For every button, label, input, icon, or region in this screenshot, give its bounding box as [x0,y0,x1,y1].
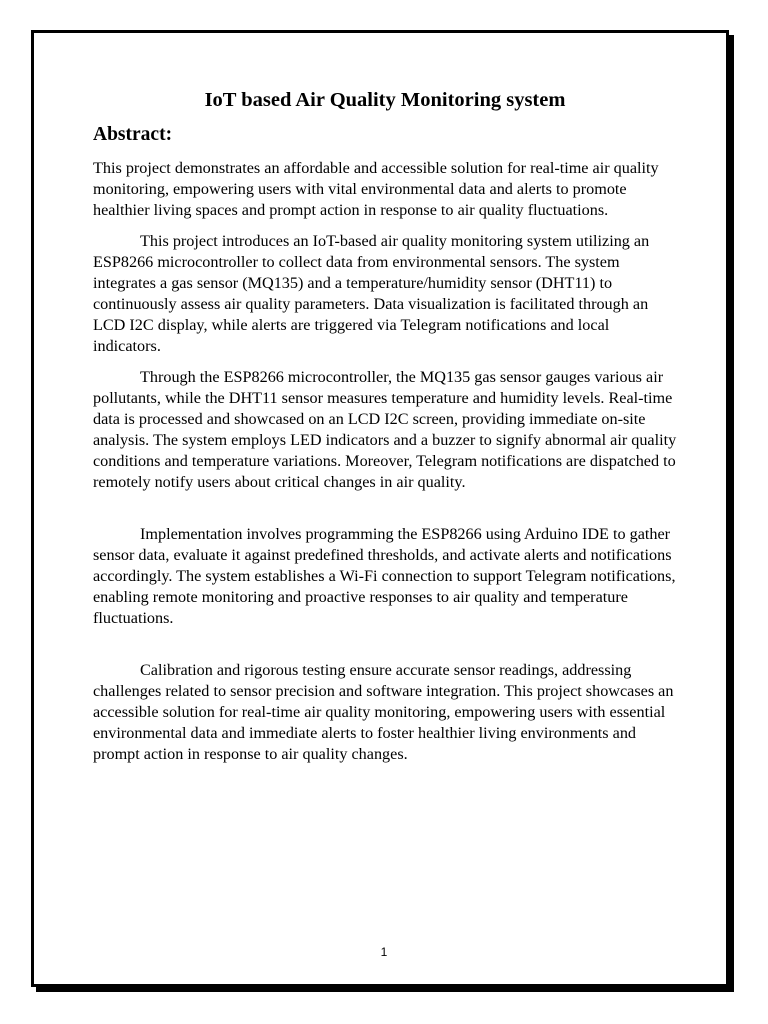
abstract-paragraph-4: Implementation involves programming the ESP8266 using Arduino IDE to gather sensor data, evaluate it against predefined thresholds, and activate alerts and notifications accordingly. The system establishes a Wi-Fi connection to support Telegram notifications, enabling remote monitoring and proactive responses to air quality and temperature fluctuations. [93,525,676,627]
page-content [93,86,677,765]
paragraph-spacer [93,357,677,367]
section-heading-abstract: Abstract: [93,124,173,145]
abstract-paragraph-3: Through the ESP8266 microcontroller, the MQ135 gas sensor gauges various air pollutants, while the DHT11 sensor measures temperature and humidity levels. Real-time data is processed and showcased on an LCD I2C screen, providing immediate on-site analysis. The system employs LED indicators and a buzzer to signify abnormal air quality conditions and temperature variations. Moreover, Telegram notifications are dispatched to remotely notify users about critical changes in air quality. [93,368,677,491]
abstract-paragraph-5: Calibration and rigorous testing ensure accurate sensor readings, addressing challenges related to sensor precision and software integration. This project showcases an accessible solution for real-time air quality monitoring, empowering users with essential environmental data and immediate alerts to foster healthier living environments and prompt action in response to air quality changes. [93,661,674,763]
paragraph-spacer [93,221,677,231]
abstract-paragraph-1: This project demonstrates an affordable and accessible solution for real-time air quality monitoring, empowering users with vital environmental data and alerts to promote healthier living spaces and prompt action in response to air quality fluctuations. [93,159,659,219]
document-title: IoT based Air Quality Monitoring system [204,89,566,111]
paragraph-spacer [93,493,677,524]
abstract-paragraph-2: This project introduces an IoT-based air quality monitoring system utilizing an ESP8266 microcontroller to collect data from environmental sensors. The system integrates a gas sensor (MQ135) and a temperature/humidity sensor (DHT11) to continuously assess air quality parameters. Data visualization is facilitated through an LCD I2C display, while alerts are triggered via Telegram notifications and local indicators. [93,232,650,355]
paragraph-spacer [93,629,677,660]
page-number: 1 [380,945,388,959]
